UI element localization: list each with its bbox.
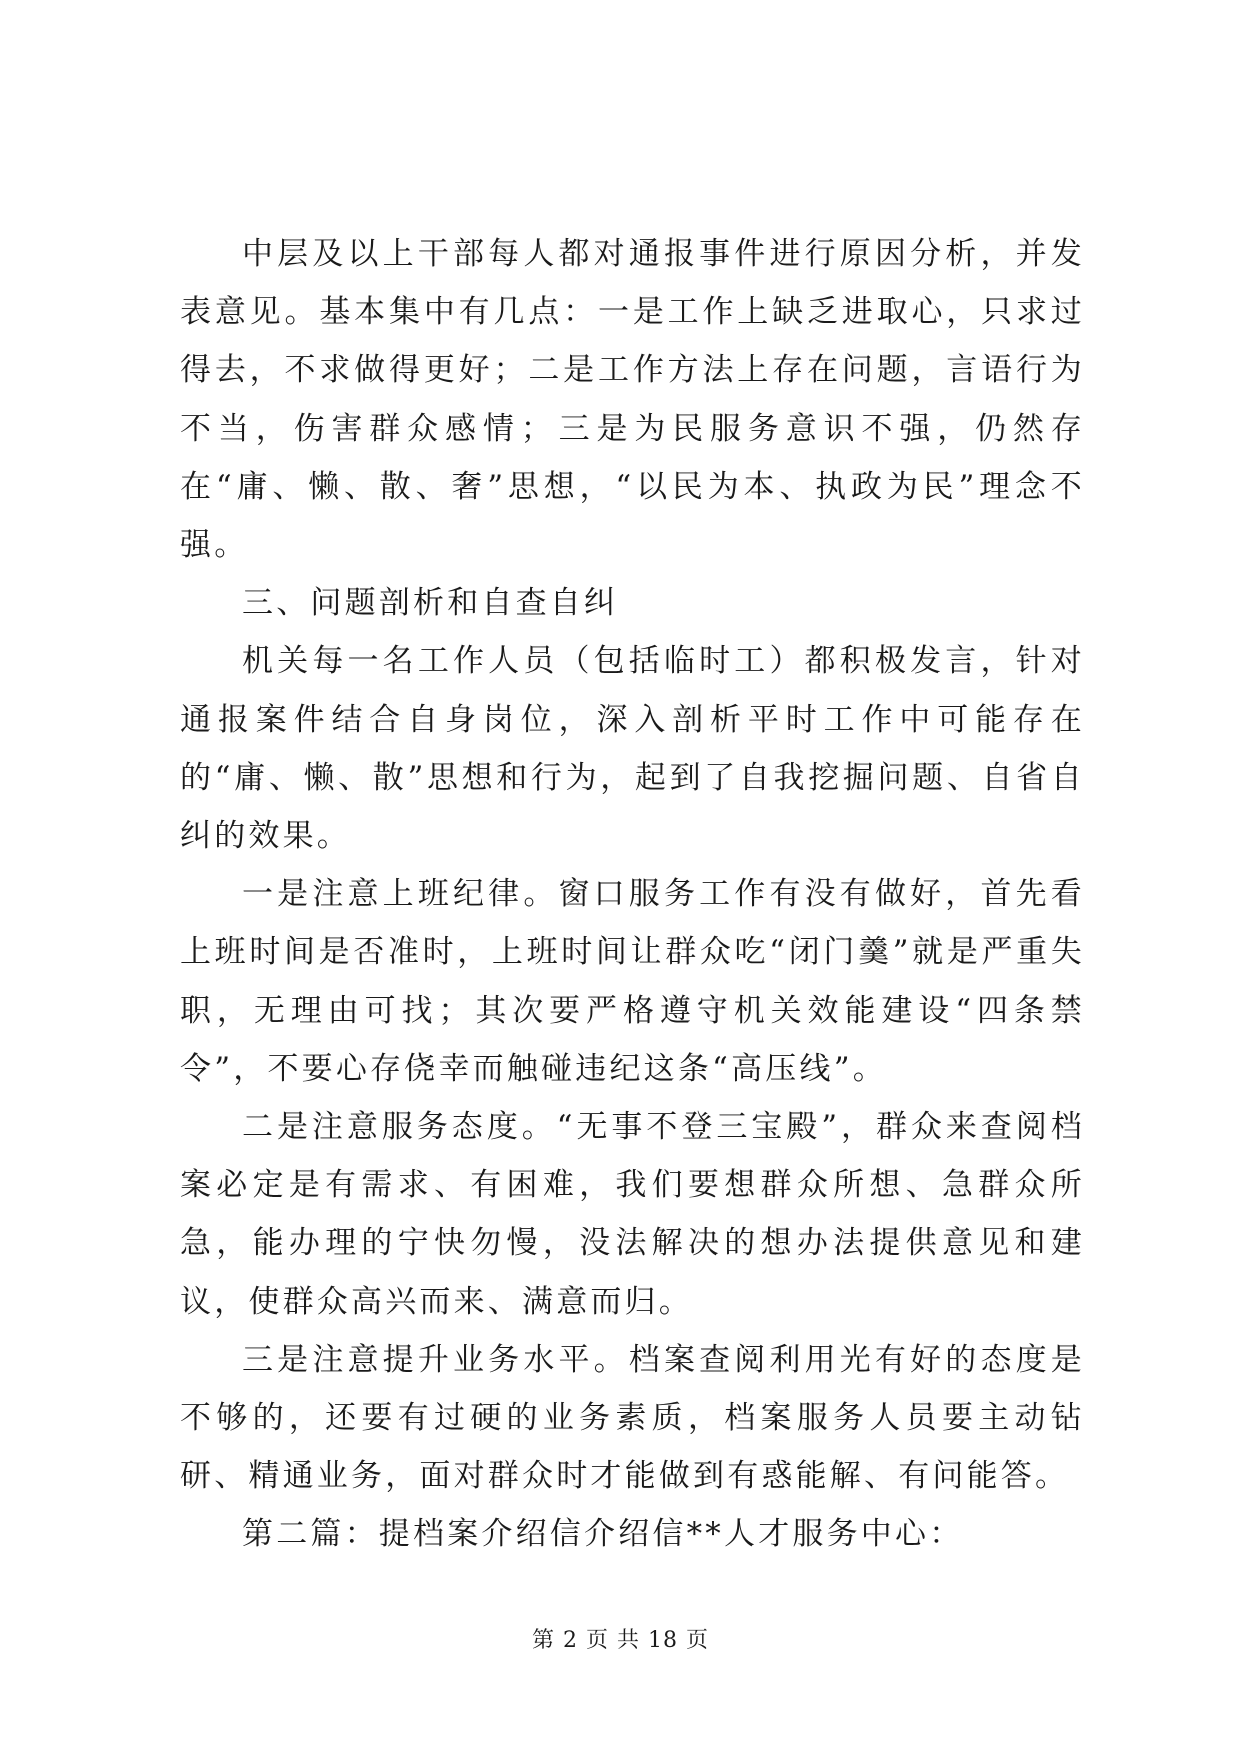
paragraph-cadre-analysis: 中层及以上干部每人都对通报事件进行原因分析，并发表意见。基本集中有几点：一是工作上缺乏进取心，只求过得去，不求做得更好；二是工作方法上存在问题，言语行为不当，伤害群众感情；三是为民服务意识不强，仍然存在“庸、懒、散、奢”思想，“以民为本、执政为民”理念不强。 <box>180 236 1085 564</box>
paragraph-service-attitude: 二是注意服务态度。“无事不登三宝殿”，群众来查阅档案必定是有需求、有困难，我们要想群众所想、急群众所急，能办理的宁快勿慢，没法解决的想办法提供意见和建议，使群众高兴而来、满意而归。 <box>180 1109 1085 1320</box>
paragraph-second-article-title: 第二篇：提档案介绍信介绍信**人才服务中心： <box>242 1516 964 1553</box>
page-number-footer: 第 2 页 共 18 页 <box>532 1628 709 1653</box>
section-heading-problem-analysis: 三、问题剖析和自查自纠 <box>242 585 619 622</box>
paragraph-business-skills: 三是注意提升业务水平。档案查阅利用光有好的态度是不够的，还要有过硬的业务素质，档案服务人员要主动钻研、精通业务，面对群众时才能做到有惑能解、有问能答。 <box>180 1341 1085 1495</box>
paragraph-work-discipline: 一是注意上班纪律。窗口服务工作有没有做好，首先看上班时间是否准时，上班时间让群众吃“闭门羹”就是严重失职，无理由可找；其次要严格遵守机关效能建设“四条禁令”，不要心存侥幸而触碰违纪这条“高压线”。 <box>180 876 1085 1087</box>
paragraph-staff-self-review: 机关每一名工作人员（包括临时工）都积极发言，针对通报案件结合自身岗位，深入剖析平时工作中可能存在的“庸、懒、散”思想和行为，起到了自我挖掘问题、自省自纠的效果。 <box>180 643 1085 855</box>
document-body <box>180 225 1085 1564</box>
